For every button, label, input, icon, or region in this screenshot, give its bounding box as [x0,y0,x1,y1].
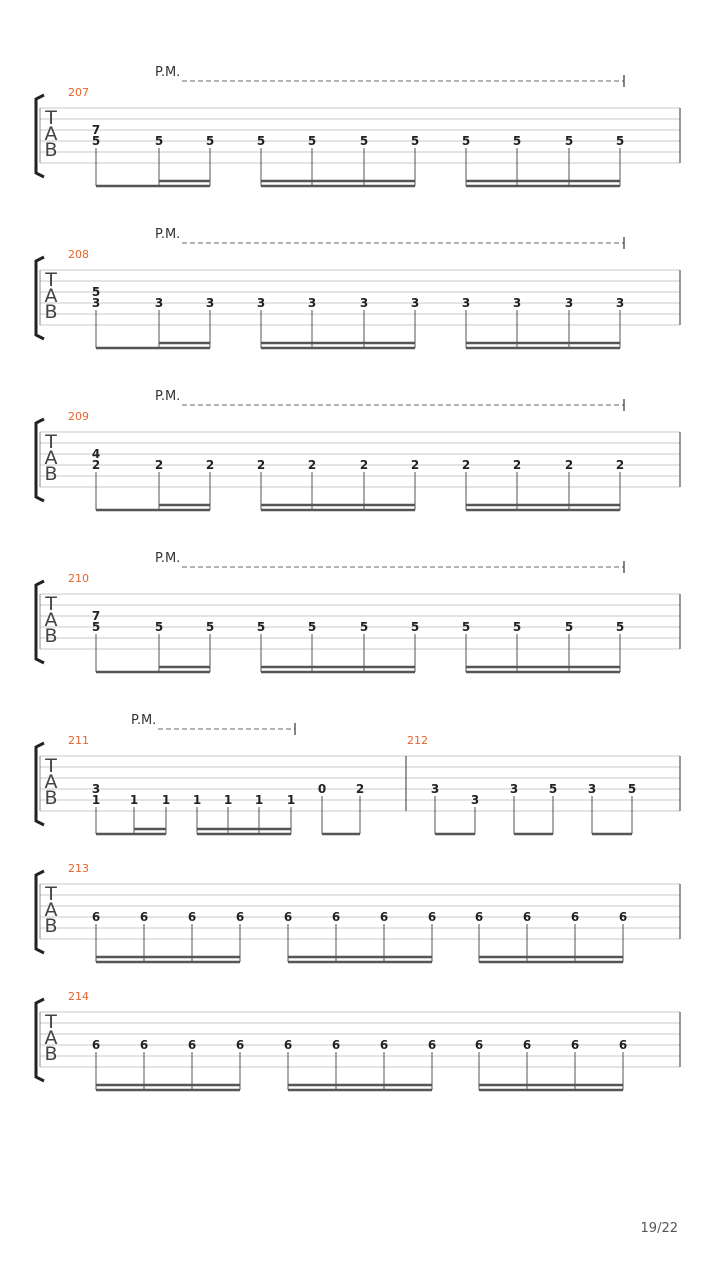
palm-mute-label: P.M. [155,389,181,404]
tab-clef-letter: T [45,883,57,905]
fret-number: 2 [564,458,574,472]
fret-number: 5 [256,134,266,148]
tab-clef-letter: B [44,139,58,161]
measure-number: 209 [68,410,89,423]
fret-number: 1 [223,793,233,807]
tab-clef-letter: B [44,301,58,323]
fret-number: 5 [154,620,164,634]
fret-number: 6 [331,910,341,924]
fret-number: 6 [427,910,437,924]
tab-clef-letter: A [44,899,58,921]
fret-number: 5 [512,620,522,634]
fret-number: 1 [91,793,101,807]
tab-clef-letter: T [45,107,57,129]
tab-clef-letter: A [44,771,58,793]
tab-clef-letter: T [45,269,57,291]
fret-number: 5 [91,620,101,634]
measure-number: 210 [68,572,89,585]
fret-number: 3 [470,793,480,807]
tab-clef-letter: B [44,1043,58,1065]
palm-mute-label: P.M. [155,227,181,242]
fret-number: 6 [522,910,532,924]
fret-number: 5 [91,285,101,299]
measure-number: 212 [407,734,428,747]
tab-clef-letter: A [44,447,58,469]
fret-number: 1 [254,793,264,807]
fret-number: 3 [430,782,440,796]
tab-clef-letter: A [44,609,58,631]
fret-number: 5 [410,134,420,148]
fret-number: 6 [331,1038,341,1052]
fret-number: 6 [91,1038,101,1052]
measure-number: 208 [68,248,89,261]
tab-clef-letter: B [44,463,58,485]
fret-number: 6 [187,910,197,924]
fret-number: 6 [91,910,101,924]
palm-mute-label: P.M. [155,551,181,566]
fret-number: 1 [286,793,296,807]
fret-number: 5 [307,620,317,634]
fret-number: 5 [461,134,471,148]
fret-number: 5 [359,620,369,634]
fret-number: 1 [161,793,171,807]
fret-number: 5 [512,134,522,148]
fret-number: 5 [359,134,369,148]
measure-number: 211 [68,734,89,747]
fret-number: 2 [615,458,625,472]
fret-number: 5 [410,620,420,634]
fret-number: 6 [427,1038,437,1052]
fret-number: 6 [570,1038,580,1052]
fret-number: 5 [256,620,266,634]
fret-number: 6 [187,1038,197,1052]
fret-number: 2 [205,458,215,472]
fret-number: 2 [256,458,266,472]
tab-clef-letter: T [45,431,57,453]
fret-number: 5 [548,782,558,796]
tab-clef-letter: A [44,123,58,145]
fret-number: 3 [615,296,625,310]
fret-number: 2 [410,458,420,472]
fret-number: 3 [205,296,215,310]
fret-number: 6 [283,910,293,924]
fret-number: 6 [618,910,628,924]
fret-number: 1 [192,793,202,807]
fret-number: 6 [139,1038,149,1052]
tab-clef-letter: T [45,593,57,615]
fret-number: 2 [512,458,522,472]
fret-number: 3 [587,782,597,796]
tab-clef-letter: A [44,285,58,307]
fret-number: 3 [359,296,369,310]
fret-number: 3 [410,296,420,310]
fret-number: 6 [139,910,149,924]
fret-number: 2 [91,458,101,472]
fret-number: 3 [91,782,101,796]
fret-number: 5 [307,134,317,148]
fret-number: 5 [461,620,471,634]
fret-number: 5 [615,134,625,148]
fret-number: 4 [91,447,101,461]
measure-number: 213 [68,862,89,875]
fret-number: 6 [474,910,484,924]
fret-number: 2 [154,458,164,472]
fret-number: 3 [91,296,101,310]
tab-clef-letter: A [44,1027,58,1049]
fret-number: 5 [564,620,574,634]
fret-number: 2 [355,782,365,796]
page-number: 19/22 [640,1221,678,1236]
tab-clef-letter: T [45,1011,57,1033]
fret-number: 2 [359,458,369,472]
fret-number: 3 [307,296,317,310]
fret-number: 3 [564,296,574,310]
fret-number: 2 [461,458,471,472]
fret-number: 6 [570,910,580,924]
fret-number: 3 [512,296,522,310]
tab-clef-letter: B [44,625,58,647]
fret-number: 5 [205,134,215,148]
fret-number: 5 [154,134,164,148]
fret-number: 3 [509,782,519,796]
tab-clef-letter: B [44,787,58,809]
fret-number: 6 [235,1038,245,1052]
fret-number: 3 [256,296,266,310]
tab-clef-letter: T [45,755,57,777]
fret-number: 5 [91,134,101,148]
tab-clef-letter: B [44,915,58,937]
fret-number: 6 [474,1038,484,1052]
fret-number: 5 [564,134,574,148]
palm-mute-label: P.M. [155,65,181,80]
fret-number: 5 [615,620,625,634]
fret-number: 6 [283,1038,293,1052]
fret-number: 3 [154,296,164,310]
fret-number: 7 [91,609,101,623]
fret-number: 5 [205,620,215,634]
fret-number: 0 [317,782,327,796]
fret-number: 6 [618,1038,628,1052]
fret-number: 6 [522,1038,532,1052]
fret-number: 3 [461,296,471,310]
measure-number: 207 [68,86,89,99]
fret-number: 5 [627,782,637,796]
fret-number: 6 [379,1038,389,1052]
fret-number: 2 [307,458,317,472]
fret-number: 6 [379,910,389,924]
fret-number: 6 [235,910,245,924]
palm-mute-label: P.M. [131,713,157,728]
fret-number: 1 [129,793,139,807]
fret-number: 7 [91,123,101,137]
measure-number: 214 [68,990,89,1003]
